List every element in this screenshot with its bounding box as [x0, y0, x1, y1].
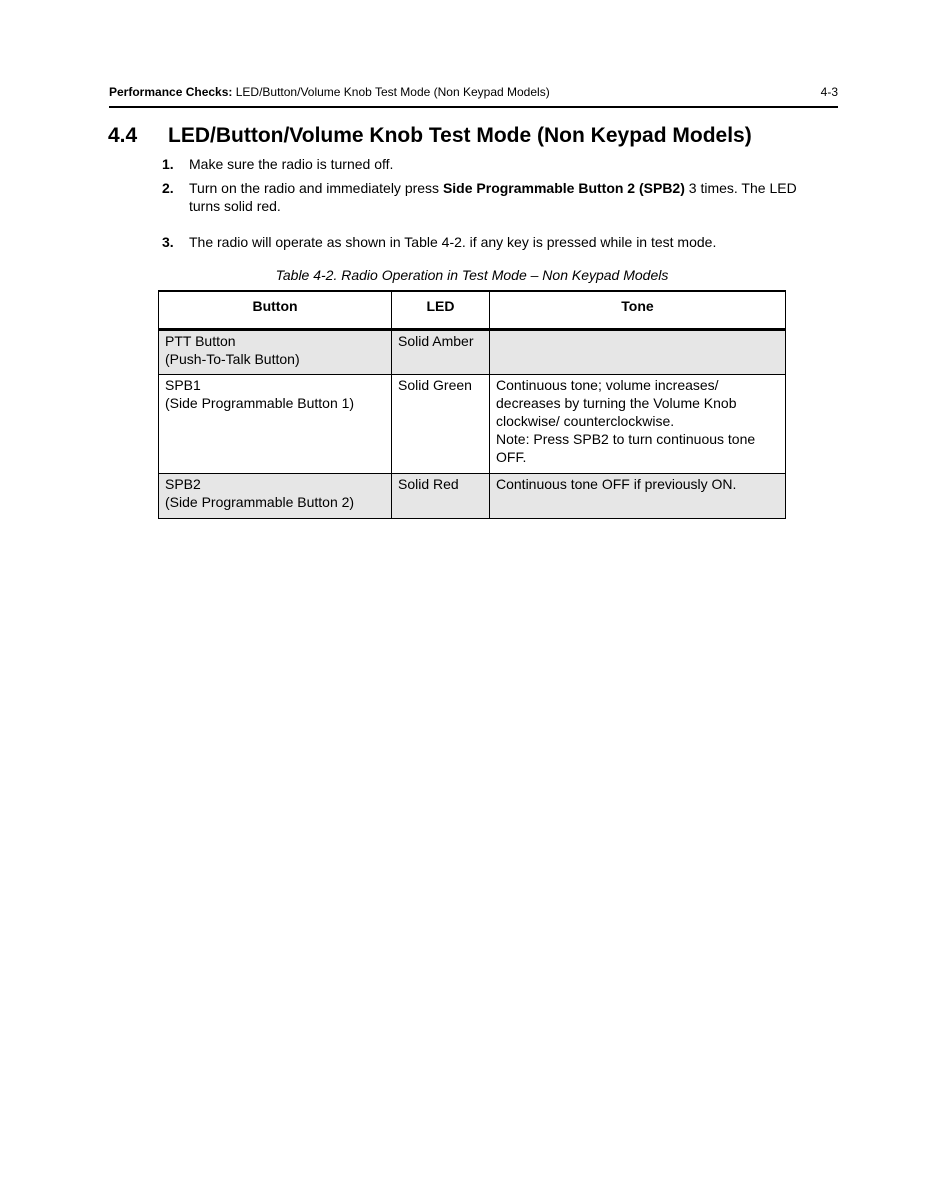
button-name: PTT Button — [165, 333, 236, 349]
header-rule — [109, 106, 838, 108]
led-cell: Solid Amber — [392, 330, 490, 375]
tone-note: Note: Press SPB2 to turn continuous tone OFF. — [496, 431, 756, 465]
led-cell: Solid Red — [392, 474, 490, 519]
running-header — [109, 83, 838, 101]
column-header-button: Button — [159, 291, 392, 330]
led-cell: Solid Green — [392, 375, 490, 474]
button-description: (Side Programmable Button 2) — [165, 494, 355, 510]
step-number: 1. — [162, 156, 174, 172]
step-number: 3. — [162, 234, 174, 250]
table-header-row — [159, 291, 786, 330]
table-row — [159, 375, 786, 474]
column-header-tone: Tone — [490, 291, 786, 330]
button-description: (Push-To-Talk Button) — [165, 351, 300, 367]
table-caption: Table 4-2. Radio Operation in Test Mode – Non Keypad Models — [275, 267, 669, 283]
step-text — [189, 179, 822, 215]
tone-line: Continuous tone; volume increases/ decreases by turning the Volume Knob clockwise/ counterclockwise. — [496, 377, 737, 429]
header-label: Performance Checks: — [109, 85, 233, 99]
step-1 — [162, 155, 822, 173]
section-title: LED/Button/Volume Knob Test Mode (Non Keypad Models) — [168, 124, 752, 147]
tone-line: Continuous tone OFF if previously ON. — [496, 476, 737, 492]
button-name: SPB1 — [165, 377, 201, 393]
tone-cell — [490, 474, 786, 519]
tone-cell — [490, 375, 786, 474]
step-text: The radio will operate as shown in Table 4-2. if any key is pressed while in test mode. — [189, 234, 717, 250]
button-description: (Side Programmable Button 1) — [165, 395, 355, 411]
step-text-bold: Side Programmable Button 2 (SPB2) — [442, 180, 685, 196]
column-header-led: LED — [392, 291, 490, 330]
step-number: 2. — [162, 180, 174, 196]
button-cell — [159, 330, 392, 375]
step-text: Make sure the radio is turned off. — [189, 156, 394, 172]
table-row — [159, 474, 786, 519]
section-number: 4.4 — [108, 124, 138, 147]
header-title: LED/Button/Volume Knob Test Mode (Non Keypad Models) — [235, 85, 550, 99]
button-name: SPB2 — [165, 476, 201, 492]
tone-cell — [490, 330, 786, 375]
step-text-before: Turn on the radio and immediately press — [189, 180, 443, 196]
step-2 — [162, 179, 822, 215]
step-3 — [162, 233, 822, 251]
table-row — [159, 330, 786, 375]
step-text-after: 3 times. The LED turns solid red. — [189, 180, 797, 214]
button-cell — [159, 474, 392, 519]
section-heading — [108, 122, 752, 150]
page-number: 4-3 — [820, 85, 838, 99]
test-mode-table — [158, 290, 786, 519]
button-cell — [159, 375, 392, 474]
